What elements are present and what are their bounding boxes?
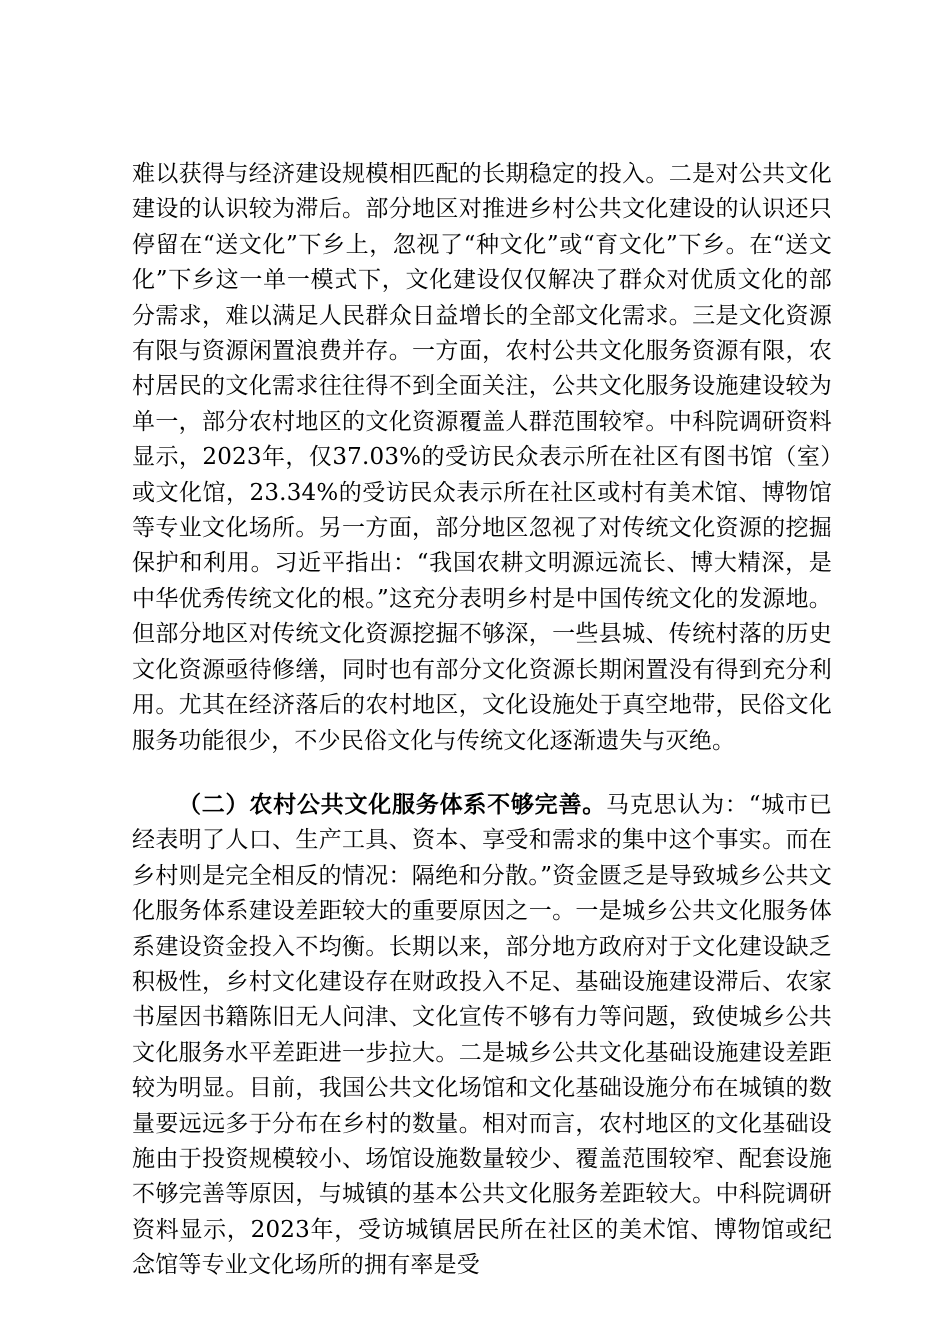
body-paragraph-1: 难以获得与经济建设规模相匹配的长期稳定的投入。二是对公共文化建设的认识较为滞后。部分地区对推进乡村公共文化建设的认识还只停留在“送文化”下乡上，忽视了“种文化”或“育文化”下乡。在“送文化”下乡这一单一模式下，文化建设仅仅解决了群众对优质文化的部分需求，难以满足人民群众日益增长的全部文化需求。三是文化资源有限与资源闲置浪费并存。一方面，农村公共文化服务资源有限，农村居民的文化需求往往得不到全面关注，公共文化服务设施建设较为单一，部分农村地区的文化资源覆盖人群范围较窄。中科院调研资料显示，2023年，仅37.03%的受访民众表示所在社区有图书馆（室）或文化馆，23.34%的受访民众表示所在社区或村有美术馆、博物馆等专业文化场所。另一方面，部分地区忽视了对传统文化资源的挖掘保护和利用。习近平指出：“我国农耕文明源远流长、博大精深，是中华优秀传统文化的根。”这充分表明乡村是中国传统文化的发源地。但部分地区对传统文化资源挖掘不够深，一些县城、传统村落的历史文化资源亟待修缮，同时也有部分文化资源长期闲置没有得到充分利用。尤其在经济落后的农村地区，文化设施处于真空地带，民俗文化服务功能很少，不少民俗文化与传统文化逐渐遗失与灭绝。 xyxy=(132,161,832,754)
section-heading: （二）农村公共文化服务体系不够完善。 xyxy=(178,790,607,818)
document-body xyxy=(132,157,832,1284)
body-paragraph-2 xyxy=(132,787,832,1284)
section-body-text: 马克思认为：“城市已经表明了人口、生产工具、资本、享受和需求的集中这个事实。而在乡村则是完全相反的情况：隔绝和分散。”资金匮乏是导致城乡公共文化服务体系建设差距较大的重要原因之一。一是城乡公共文化服务体系建设资金投入不均衡。长期以来，部分地方政府对于文化建设缺乏积极性，乡村文化建设存在财政投入不足、基础设施建设滞后、农家书屋因书籍陈旧无人问津、文化宣传不够有力等问题，致使城乡公共文化服务水平差距进一步拉大。二是城乡公共文化基础设施建设差距较为明显。目前，我国公共文化场馆和文化基础设施分布在城镇的数量要远远多于分布在乡村的数量。相对而言，农村地区的文化基础设施由于投资规模较小、场馆设施数量较少、覆盖范围较窄、配套设施不够完善等原因，与城镇的基本公共文化服务差距较大。中科院调研资料显示，2023年，受访城镇居民所在社区的美术馆、博物馆或纪念馆等专业文化场所的拥有率是受 xyxy=(132,791,832,1279)
